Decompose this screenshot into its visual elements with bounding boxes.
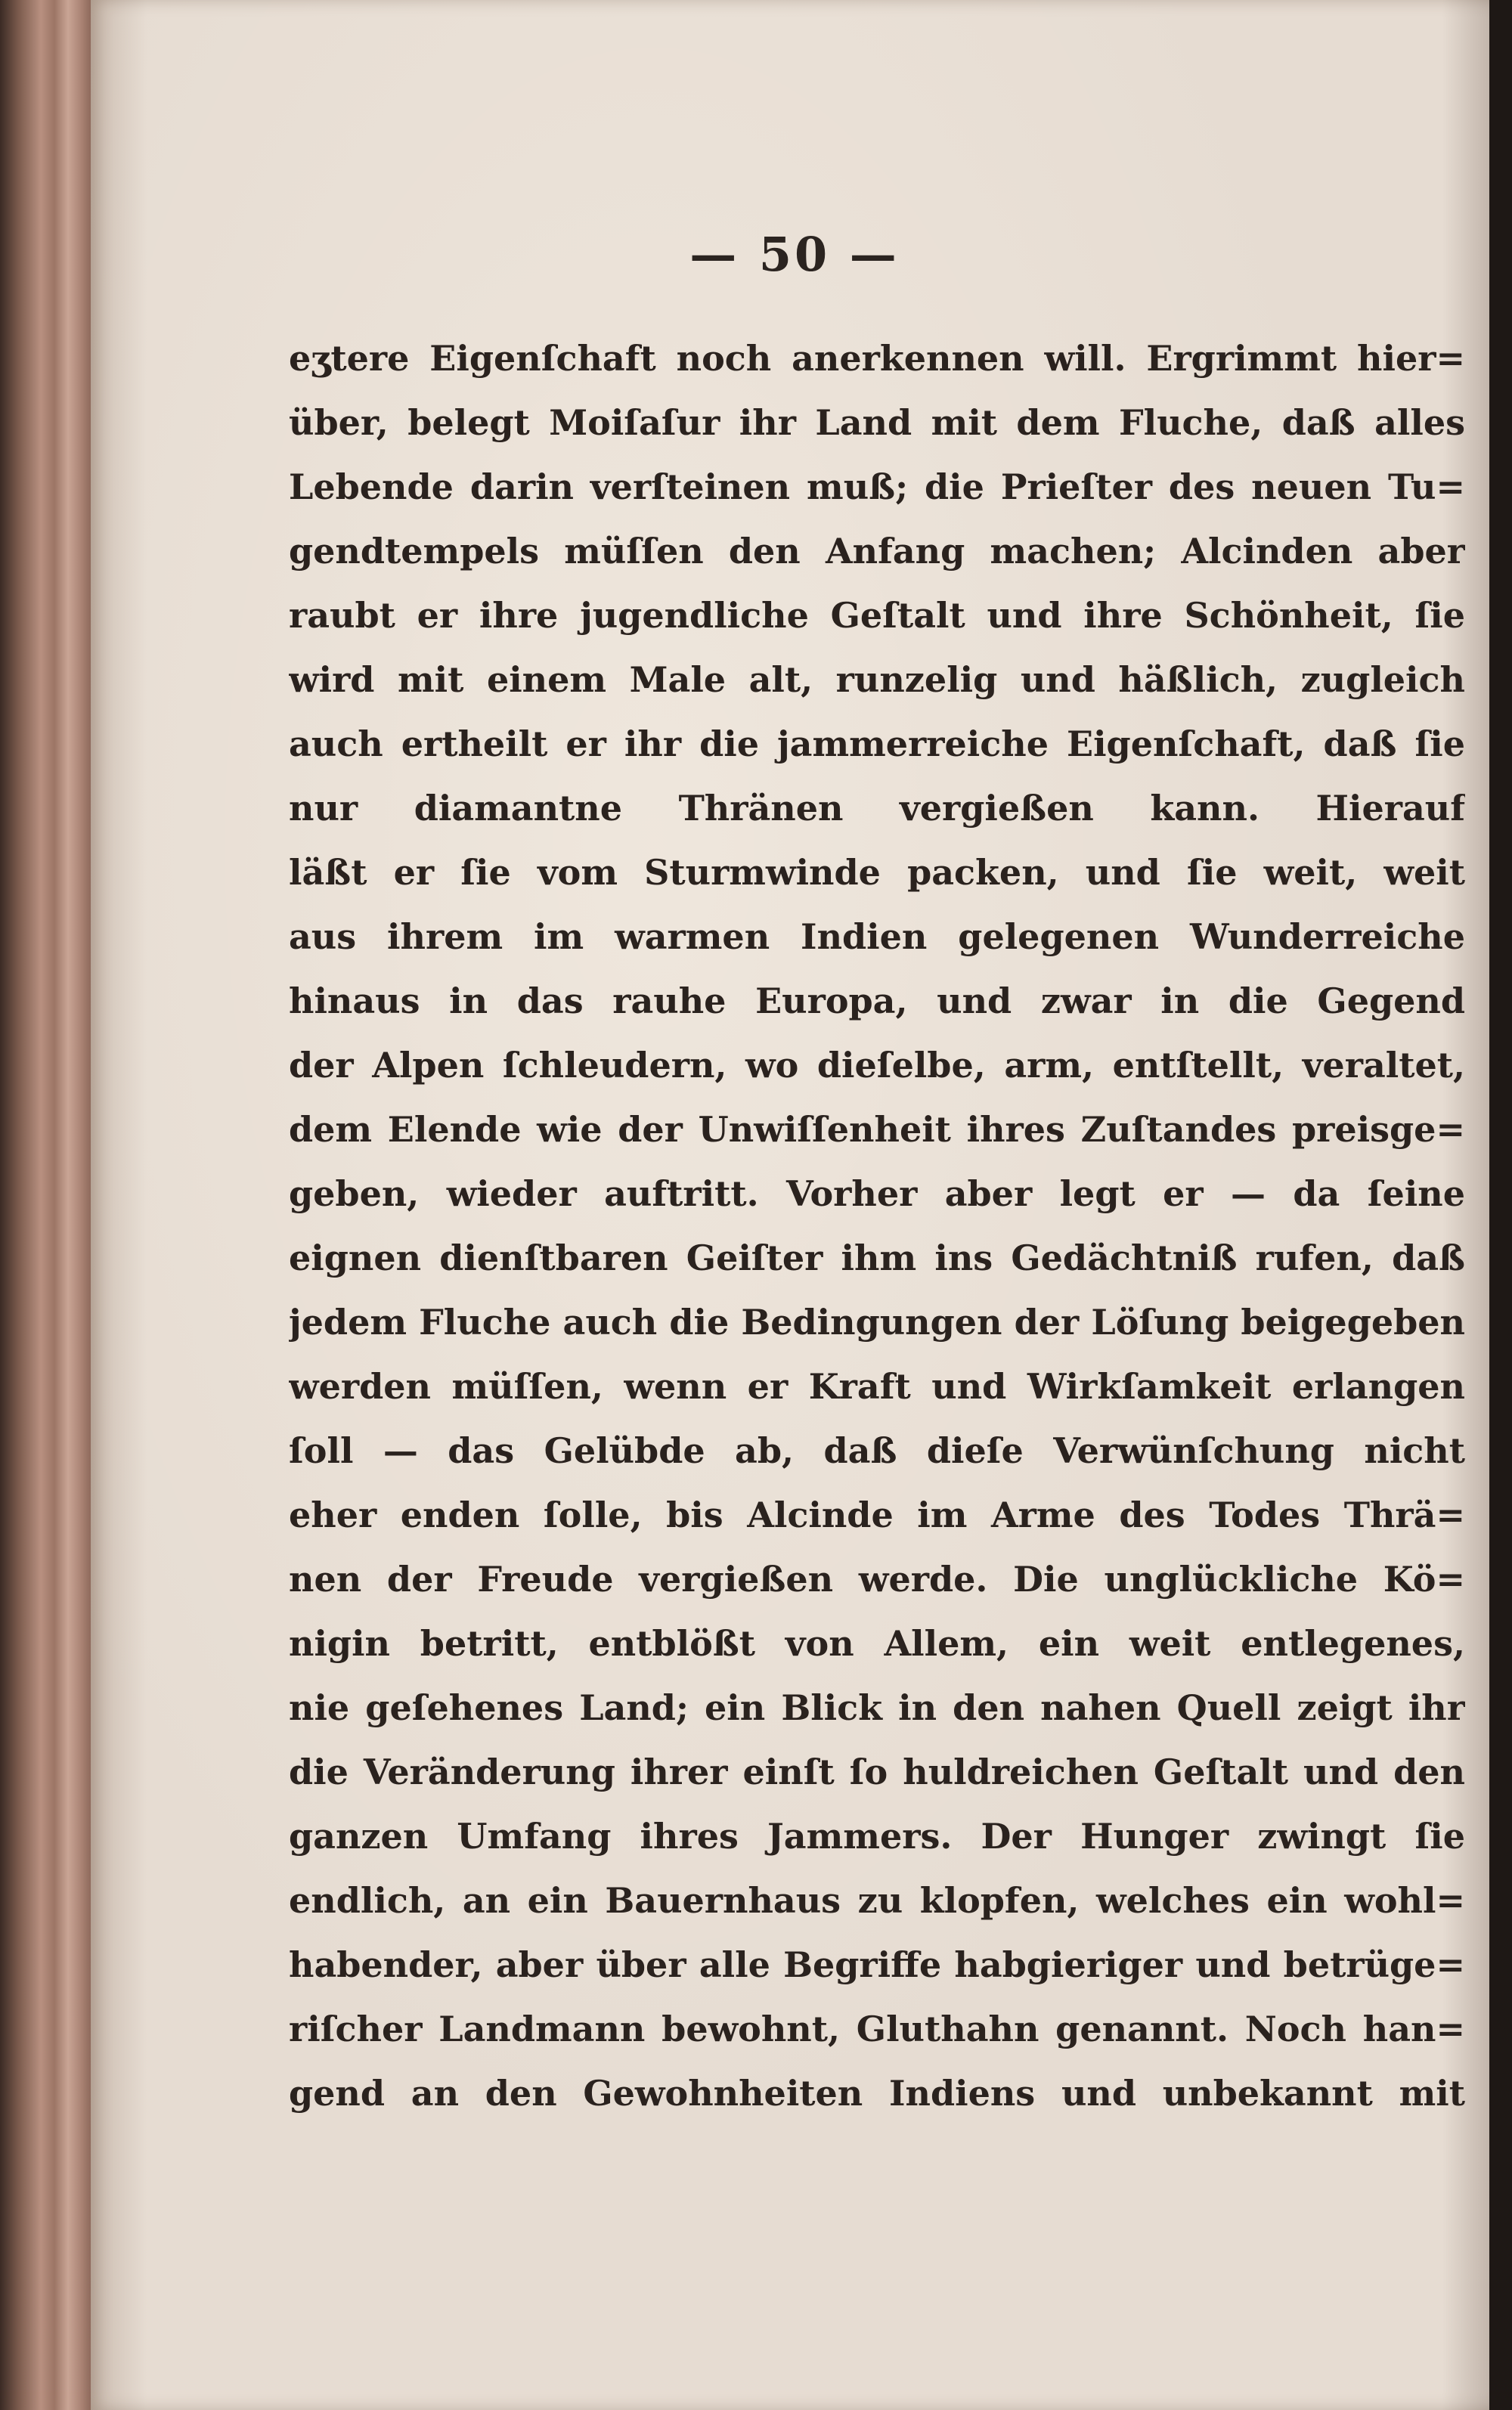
text-line: endlich, an ein Bauernhaus zu klopfen, welches ein wohl= [289,1880,1465,1921]
text-line: ſoll — das Gelübde ab, daß dieſe Verwünſchung nicht [289,1430,1465,1471]
page-sheet [91,0,1498,2410]
text-line: der Alpen ſchleudern, wo dieſelbe, arm, entſtellt, veraltet, [289,1045,1465,1086]
text-line: wird mit einem Male alt, runzelig und häßlich, zugleich [289,659,1465,700]
text-line: auch ertheilt er ihr die jammerreiche Eigenſchaft, daß ſie [289,723,1465,764]
text-line: Lebende darin verſteinen muß; die Prieſter des neuen Tu= [289,466,1465,507]
text-line: läßt er ſie vom Sturmwinde packen, und ſie weit, weit [289,852,1465,893]
text-line: raubt er ihre jugendliche Geſtalt und ihre Schönheit, ſie [289,595,1465,636]
text-line: aus ihrem im warmen Indien gelegenen Wunderreiche [289,916,1465,957]
text-line: gend an den Gewohnheiten Indiens und unbekannt mit [289,2073,1465,2114]
text-line: hinaus in das rauhe Europa, und zwar in die Gegend [289,980,1465,1021]
text-line: nie geſehenes Land; ein Blick in den nahen Quell zeigt ihr [289,1687,1465,1728]
text-line: riſcher Landmann bewohnt, Gluthahn genannt. Noch han= [289,2009,1465,2049]
text-line: jedem Fluche auch die Bedingungen der Löſung beigegeben [289,1302,1465,1343]
text-line: eʒtere Eigenſchaft noch anerkennen will. Ergrimmt hier= [289,338,1465,379]
text-line: gendtempels müſſen den Anfang machen; Alcinden aber [289,531,1465,572]
text-line: geben, wieder auftritt. Vorher aber legt er — da ſeine [289,1173,1465,1214]
text-line: die Veränderung ihrer einſt ſo huldreichen Geſtalt und den [289,1752,1465,1792]
text-line: über, belegt Moiſaſur ihr Land mit dem Fluche, daß alles [289,402,1465,443]
text-line: nur diamantne Thränen vergießen kann. Hierauf [289,788,1465,829]
text-line: ganzen Umfang ihres Jammers. Der Hunger zwingt ſie [289,1816,1465,1857]
body-text [289,327,1465,2126]
text-line: werden müſſen, wenn er Kraft und Wirkſamkeit erlangen [289,1366,1465,1407]
cover-edge [1489,0,1512,2410]
book-spine-edge [0,0,91,2410]
page-number: — 50 — [689,227,900,282]
text-line: nen der Freude vergießen werde. Die unglückliche Kö= [289,1559,1465,1600]
text-line: eher enden ſolle, bis Alcinde im Arme des Todes Thrä= [289,1495,1465,1535]
text-line: dem Elende wie der Unwiſſenheit ihres Zuſtandes preisge= [289,1109,1465,1150]
text-line: nigin betritt, entblößt von Allem, ein weit entlegenes, [289,1623,1465,1664]
text-line: eignen dienſtbaren Geiſter ihm ins Gedächtniß rufen, daß [289,1238,1465,1278]
text-line: habender, aber über alle Begriffe habgieriger und betrüge= [289,1944,1465,1985]
